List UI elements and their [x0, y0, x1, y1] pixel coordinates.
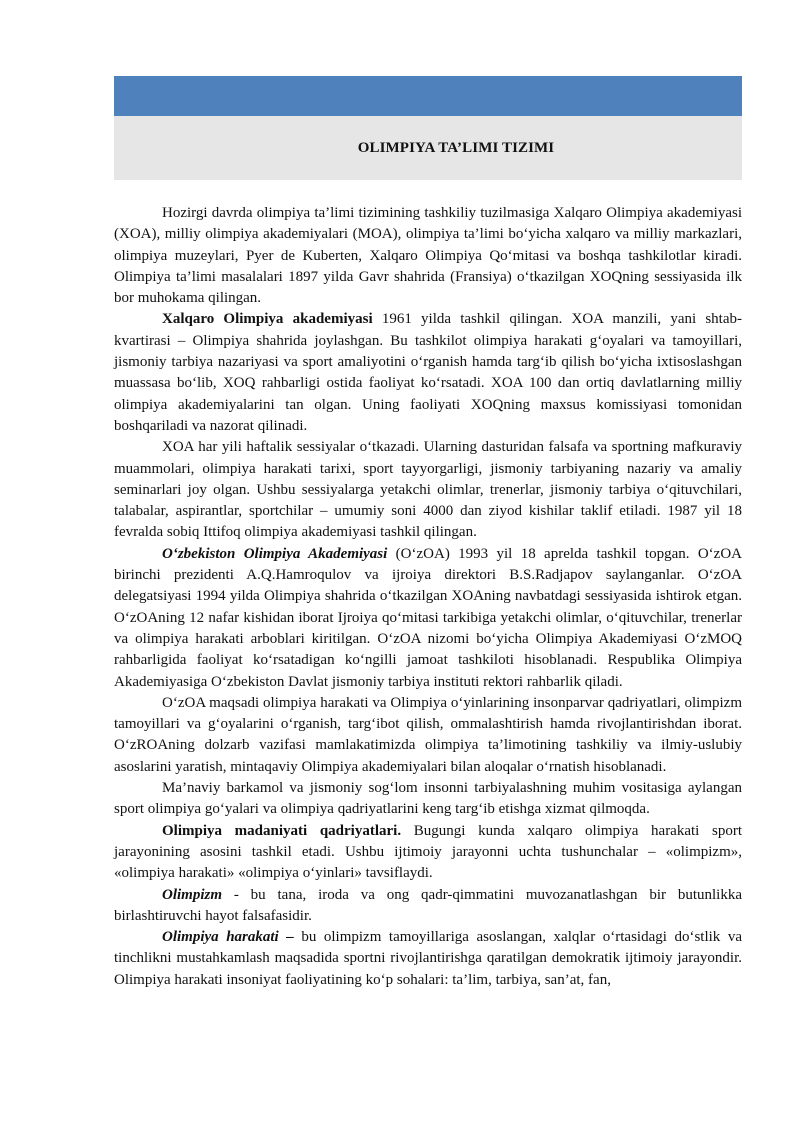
term-olympic-movement: Olimpiya harakati – [162, 929, 294, 946]
paragraph-olympism [114, 885, 742, 928]
paragraph-xoa-sessions: XOA har yili haftalik sessiyalar o‘tkazadi. Ularning dasturidan falsafa va sportning mafkuraviy muammolari, olimpiya harakati tarixi, sport tayyorgarligi, jismoniy tarbiyaning nazariy va amaliy seminarlari joy olgan. Ushbu sessiyalarga yetakchi olimlar, trenerlar, jismoniy tarbiya o‘qituvchilari, talabalar, aspirantlar, sportchilar – umumiy soni 4000 dan ziyod kishilar taklif etiladi. 1987 yil 18 fevralda sobiq Ittifoq olimpiya akademiyasi tashkil qilingan. [114, 439, 742, 541]
paragraph-intro: Hozirgi davrda olimpiya ta’limi tizimining tashkiliy tuzilmasiga Xalqaro Olimpiya akademiyasi (XOA), milliy olimpiya akademiyalari (MOA), olimpiya ta’limi bo‘yicha xalqaro va milliy markazlari, olimpiya muzeylari, Pyer de Kuberten, Xalqaro Olimpiya Qo‘mitasi va boshqa tashkilotlar kiradi. Olimpiya ta’limi masalalari 1897 yilda Gavr shahrida (Fransiya) o‘tkazilgan XOQning sessiyasida ilk bor muhokama qilingan. [114, 205, 742, 307]
paragraph-olympic-movement-text: bu olimpizm tamoyillariga asoslangan, xalqlar o‘rtasidagi do‘stlik va tinchlikni mustahkamlash maqsadida sportni rivojlantirishga qaratilgan demokratik ijtimoiy jarayondir. Olimpiya harakati insoniyat faoliyatining ko‘p sohalari: ta’lim, tarbiya, san’at, fan, [114, 929, 742, 988]
paragraph-uzoa [114, 544, 742, 693]
term-uzoa: O‘zbekiston Olimpiya Akademiyasi [162, 545, 388, 562]
title-banner [114, 116, 742, 180]
header-color-band [114, 76, 742, 116]
term-olympic-culture: Olimpiya madaniyati qadriyatlari. [162, 822, 402, 839]
document-body [114, 203, 742, 991]
paragraph-xoa [114, 309, 742, 437]
paragraph-olympic-culture-text: Bugungi kunda xalqaro olimpiya harakati sport jarayonining asosini tashkil etadi. Ushbu ijtimoiy jarayonni uchta tushunchalar – «olimpizm», «olimpiya harakati» «olimpiya o‘yinlari» tavsiflaydi. [114, 822, 742, 882]
paragraph-xoa-text: 1961 yilda tashkil qilingan. XOA manzili, yani shtab-kvartirasi – Olimpiya shahrida joylashgan. Bu tashkilot olimpiya harakati g‘oyalari va tamoyillari, jismoniy tarbiya nazariyasi va sport amaliyotini o‘rganish hamda targ‘ib qilish bo‘yicha ixtisoslashgan muassasa bo‘lib, XOQ rahbarligi ostida faoliyat ko‘rsatadi. XOA 100 dan ortiq davlatlarning milliy olimpiya akademiyalarini tan olgan. Uning faoliyati XOQning maxsus komissiyasi tomonidan boshqariladi va nazorat qilinadi. [114, 311, 742, 434]
paragraph-sport-values: Ma’naviy barkamol va jismoniy sog‘lom insonni tarbiyalashning muhim vositasiga aylangan sport olimpiya go‘yalari va olimpiya qadriyatlarini keng targ‘ib etishga xizmat qilmoqda. [114, 780, 742, 818]
term-xoa: Xalqaro Olimpiya akademiyasi [162, 311, 373, 328]
paragraph-uzoa-text: (O‘zOA) 1993 yil 18 aprelda tashkil topgan. O‘zOA birinchi prezidenti A.Q.Hamroqulov va ijroiya direktori B.S.Radjapov saylanganlar. O‘zOA delegatsiyasi 1994 yilda Olimpiya shahrida o‘tkazilgan XOAning navbatdagi sessiyasida ishtirok etgan. O‘zOAning 12 nafar kishidan iborat Ijroiya qo‘mitasi tarkibiga yetakchi olimlar, o‘qituvchilar, trenerlar va olimpiya harakati arboblari kiritilgan. O‘zOA nizomi bo‘yicha Olimpiya Akademiyasi O‘zMOQ rahbarligida faoliyat ko‘rsatadigan ko‘ngilli jamoat tashkiloti hisoblanadi. Respublika Olimpiya Akademiyasiga O‘zbekiston Davlat jismoniy tarbiya instituti rektori rahbarlik qiladi. [114, 545, 742, 690]
paragraph-uzoa-goals: O‘zOA maqsadi olimpiya harakati va Olimpiya o‘yinlarining insonparvar qadriyatlari, olimpizm tamoyillari va g‘oyalarini o‘rganish, targ‘ibot qilish, ommalashtirish hamda rivojlantirishdan iborat. O‘zROAning dolzarb vazifasi mamlakatimizda olimpiya ta’limotining tashkiliy va ilmiy-uslubiy asoslarini yaratish, mintaqaviy Olimpiya akademiyalari bilan aloqalar o‘rnatish hisoblanadi. [114, 694, 742, 775]
page-title: OLIMPIYA TA’LIMI TIZIMI [357, 140, 555, 156]
paragraph-olympic-movement [114, 927, 742, 991]
term-olympism: Olimpizm [162, 886, 223, 903]
paragraph-olympic-culture [114, 821, 742, 885]
paragraph-olympism-text: - bu tana, iroda va ong qadr-qimmatini muvozanatlashgan bir butunlikka birlashtiruvchi hayot falsafasidir. [114, 886, 742, 924]
